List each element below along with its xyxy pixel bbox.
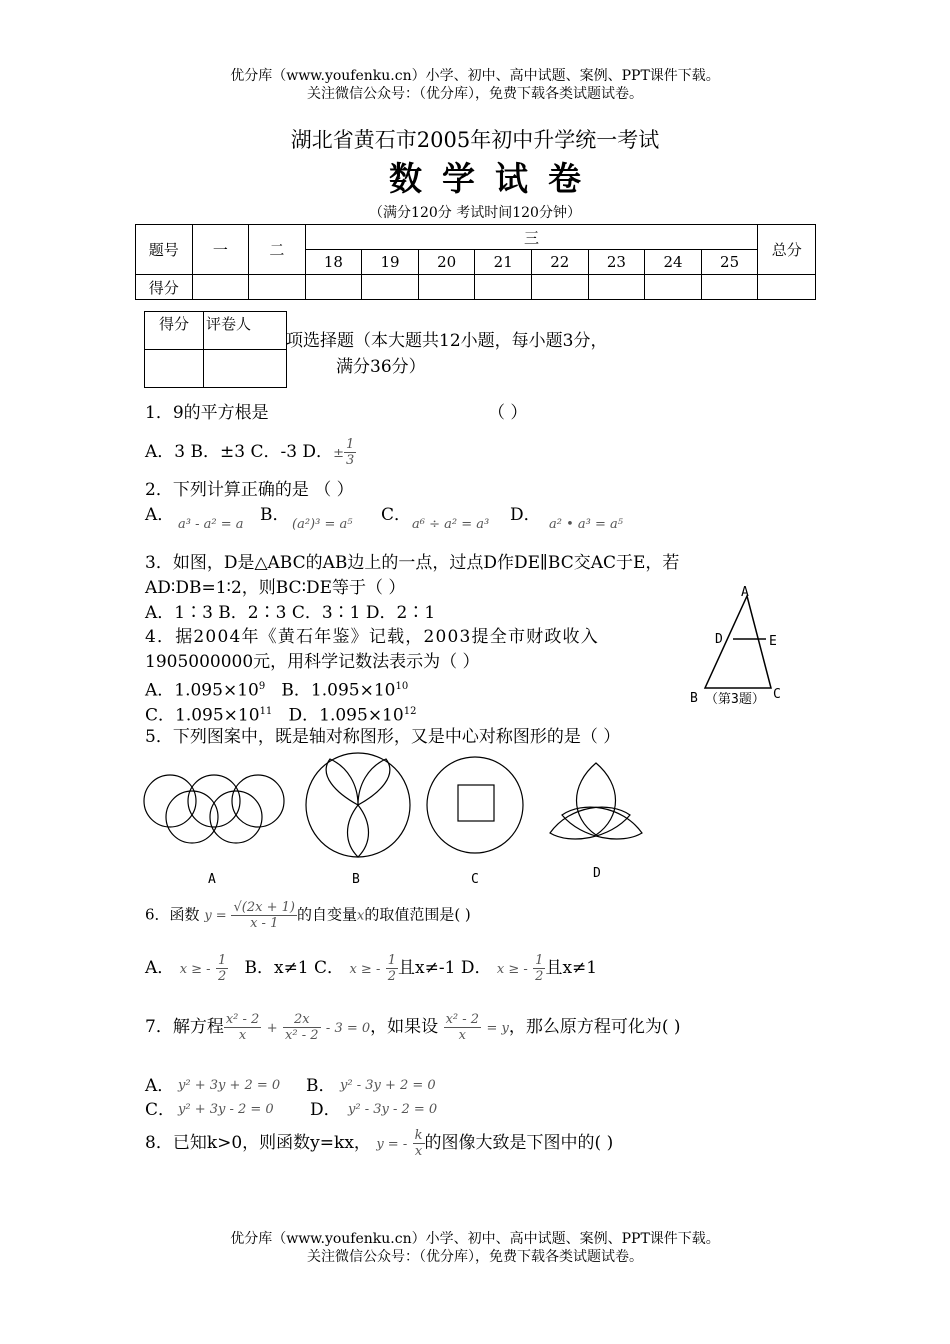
q1-options: A．3 B．±3 C．-3 D．± $\frac{1}{3}$ — [145, 437, 355, 468]
q7-c-label: C． — [145, 1100, 176, 1120]
q3-triangle-figure — [685, 582, 795, 712]
score-table-sub-col: 25 — [701, 250, 758, 275]
q1-d-pm: ± — [333, 446, 344, 461]
q2-b-expr: (a²)³ = a⁵ — [292, 517, 353, 532]
q1-stem: 1．9的平方根是 — [145, 403, 269, 423]
q8-stem: 8．已知k>0，则函数y=kx， y = - $\frac{k}{x}$ 的图像大致是下图中的( ) — [145, 1128, 614, 1159]
q7-b-expr: y² - 3y + 2 = 0 — [340, 1078, 436, 1093]
q4-options-ab: A．$1.095\times 10^9$ B．$1.095\times 10^{10}$ — [145, 680, 409, 701]
q2-c-label: C． — [381, 505, 412, 525]
figure-label-c: C — [471, 872, 479, 887]
q2-b-label: B． — [260, 505, 290, 525]
score-table-sub-col: 23 — [588, 250, 645, 275]
figure-c-circle-square — [427, 757, 523, 853]
exam-info: （满分120分 考试时间120分钟） — [369, 205, 581, 221]
score-table-sub-col: 18 — [305, 250, 362, 275]
figure-label-b: B — [352, 872, 360, 887]
score-table-col-1: 一 — [192, 225, 249, 275]
q6-stem: 6．函数 y = $\frac{√(2x + 1)}{x - 1}$ 的自变量x的取值范围是( ) — [145, 900, 471, 931]
q7-c-expr: y² + 3y - 2 = 0 — [178, 1102, 274, 1117]
score-table — [135, 224, 816, 300]
score-table-sub-col: 20 — [418, 250, 475, 275]
q7-b-label: B． — [306, 1076, 336, 1096]
footer-line-2: 关注微信公众号：（优分库），免费下载各类试题试卷。 — [307, 1249, 643, 1265]
q7-a-expr: y² + 3y + 2 = 0 — [178, 1078, 281, 1093]
q2-d-label: D． — [510, 505, 541, 525]
score-table-total: 总分 — [758, 225, 816, 275]
figure-d-arcs — [550, 763, 642, 839]
fig-label-d: D — [715, 632, 723, 647]
figure-label-a: A — [208, 872, 216, 887]
figure-b-circle-petals — [306, 753, 410, 857]
fig-label-e: E — [769, 634, 777, 649]
score-table-col-3: 三 — [305, 225, 758, 250]
q7-stem: 7．解方程 $\frac{\text{x² - 2}}{x}$ + $\frac{2x}{\text{x² - 2}}$ - 3 = 0，如果设 $\frac{\text{x² - 2}}{x}$ = y，那么原方程可化为( ) — [145, 1012, 681, 1043]
grader-box — [144, 311, 287, 388]
figure-label-d: D — [593, 866, 601, 881]
fig-label-b: B — [690, 691, 698, 706]
q2-d-expr: a² • a³ = a⁵ — [549, 517, 623, 532]
score-table-defen: 得分 — [136, 275, 193, 300]
fig-label-a: A — [741, 585, 749, 600]
q3-line1: 3．如图，D是△ABC的AB边上的一点，过点D作DE∥BC交AC于E，若 — [145, 553, 680, 573]
fig-caption: （第3题） — [705, 692, 765, 707]
score-table-sub-col: 22 — [532, 250, 589, 275]
score-table-tihao: 题号 — [136, 225, 193, 275]
q2-a-label: A． — [145, 505, 175, 525]
q2-c-expr: a⁶ ÷ a² = a³ — [412, 517, 490, 532]
score-table-sub-col: 19 — [362, 250, 419, 275]
grader-box-pingjuanren: 评卷人 — [204, 312, 287, 350]
q4-options-cd: C．$1.095\times 10^{11}$ D．$1.095\times 10^{12}$ — [145, 705, 417, 726]
q1-d-frac: $\frac{1}{3}$ — [345, 437, 355, 468]
exam-title: 数学试卷 — [389, 159, 601, 198]
q2-stem: 2．下列计算正确的是 （ ） — [145, 480, 354, 500]
q5-stem: 5．下列图案中，既是轴对称图形，又是中心对称图形的是（ ） — [145, 727, 621, 747]
q5-figures — [140, 745, 660, 895]
q3-line2: AD∶DB=1∶2，则BC∶DE等于（ ） — [145, 578, 406, 598]
section1-title-2: 满分36分） — [336, 357, 426, 377]
q6-options: A． x ≥ - $\frac{1}{2}$ B．x≠1 C． x ≥ - $\frac{1}{2}$ 且x≠-1 D． x ≥ - $\frac{1}{2}$ 且x≠1 — [145, 953, 598, 984]
q7-d-expr: y² - 3y - 2 = 0 — [348, 1102, 438, 1117]
fig-label-c: C — [773, 687, 781, 702]
q7-d-label: D． — [310, 1100, 341, 1120]
q4-line1: 4．据2004年《黄石年鉴》记载，2003提全市财政收入 — [145, 627, 599, 647]
q3-options: A．1∶3 B．2∶3 C．3∶1 D．2∶1 — [145, 603, 436, 623]
grader-box-defen: 得分 — [145, 312, 204, 350]
score-table-sub-col: 21 — [475, 250, 532, 275]
q7-a-label: A． — [145, 1076, 175, 1096]
section1-title: 项选择题（本大题共12小题，每小题3分， — [286, 331, 608, 351]
figure-a-rings — [144, 775, 284, 843]
q1-paren: （ ） — [488, 403, 528, 423]
exam-subtitle: 湖北省黄石市2005年初中升学统一考试 — [290, 128, 660, 152]
q2-a-expr: a³ - a² = a — [178, 517, 244, 532]
q6-frac: $\frac{√(2x + 1)}{x - 1}$ — [233, 900, 295, 931]
q4-line2: 1905000000元，用科学记数法表示为（ ） — [145, 652, 480, 672]
score-table-sub-col: 24 — [645, 250, 702, 275]
header-line-1: 优分库（www.youfenku.cn）小学、初中、高中试题、案例、PPT课件下载。 — [230, 68, 720, 84]
header-line-2: 关注微信公众号：（优分库），免费下载各类试题试卷。 — [307, 86, 643, 102]
score-table-col-2: 二 — [249, 225, 306, 275]
footer-line-1: 优分库（www.youfenku.cn）小学、初中、高中试题、案例、PPT课件下载。 — [230, 1231, 720, 1247]
